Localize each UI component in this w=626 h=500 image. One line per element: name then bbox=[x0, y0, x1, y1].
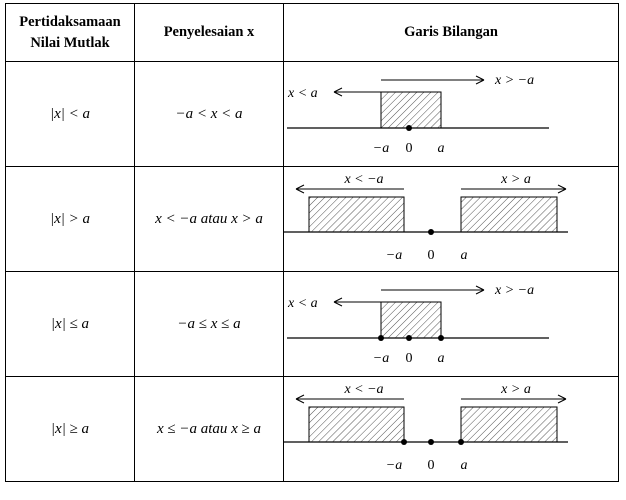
shaded-region bbox=[381, 92, 441, 128]
number-line-graph bbox=[284, 62, 618, 166]
number-line-cell bbox=[284, 62, 619, 167]
header-number-line bbox=[284, 4, 619, 62]
header-solution-label: Penyelesaian x bbox=[163, 24, 255, 40]
right-region-label: x > −a bbox=[495, 73, 535, 88]
inequality-cell: |x| > a bbox=[6, 167, 135, 272]
tick-label: 0 bbox=[405, 141, 413, 156]
number-line-cell bbox=[284, 272, 619, 377]
origin-dot bbox=[428, 229, 434, 235]
table-row bbox=[6, 167, 619, 272]
tick-label: a bbox=[437, 351, 445, 366]
shaded-region-right bbox=[461, 197, 557, 232]
origin-dot bbox=[428, 439, 434, 445]
origin-dot bbox=[406, 335, 412, 341]
header-number-line-label: Garis Bilangan bbox=[404, 24, 498, 40]
table-row bbox=[6, 62, 619, 167]
number-line-graph bbox=[284, 272, 618, 376]
tick-label: a bbox=[460, 458, 468, 473]
tick-label: −a bbox=[385, 248, 403, 263]
shaded-region-left bbox=[309, 197, 404, 232]
absolute-value-inequality-table bbox=[5, 3, 619, 482]
tick-label: −a bbox=[372, 141, 390, 156]
solution-cell: −a ≤ x ≤ a bbox=[135, 272, 284, 377]
shaded-region-left bbox=[309, 407, 404, 442]
solution-cell: x < −a atau x > a bbox=[135, 167, 284, 272]
left-region-label: x < −a bbox=[344, 382, 384, 397]
tick-label: a bbox=[460, 248, 468, 263]
solution-cell: x ≤ −a atau x ≥ a bbox=[135, 377, 284, 482]
header-solution bbox=[135, 4, 284, 62]
header-inequality bbox=[6, 4, 135, 62]
number-line-cell bbox=[284, 167, 619, 272]
inequality-cell: |x| ≤ a bbox=[6, 272, 135, 377]
left-region-label: x < a bbox=[288, 86, 318, 101]
left-region-label: x < −a bbox=[344, 172, 384, 187]
header-row bbox=[6, 4, 619, 62]
tick-label: 0 bbox=[427, 248, 435, 263]
number-line-cell bbox=[284, 377, 619, 482]
solution-cell: −a < x < a bbox=[135, 62, 284, 167]
inequality-cell: |x| ≥ a bbox=[6, 377, 135, 482]
right-region-label: x > a bbox=[501, 172, 531, 187]
header-inequality-line1: Pertidaksamaan bbox=[19, 13, 121, 30]
right-region-label: x > a bbox=[501, 382, 531, 397]
endpoint-neg-dot bbox=[401, 439, 407, 445]
endpoint-neg-dot bbox=[378, 335, 384, 341]
left-region-label: x < a bbox=[288, 296, 318, 311]
origin-dot bbox=[406, 125, 412, 131]
endpoint-pos-dot bbox=[458, 439, 464, 445]
tick-label: −a bbox=[385, 458, 403, 473]
tick-label: a bbox=[437, 141, 445, 156]
shaded-region bbox=[381, 302, 441, 338]
header-inequality-line2: Nilai Mutlak bbox=[30, 34, 110, 51]
tick-label: 0 bbox=[405, 351, 413, 366]
number-line-graph bbox=[284, 167, 618, 271]
inequality-cell: |x| < a bbox=[6, 62, 135, 167]
endpoint-pos-dot bbox=[438, 335, 444, 341]
table-row bbox=[6, 377, 619, 482]
shaded-region-right bbox=[461, 407, 557, 442]
tick-label: 0 bbox=[427, 458, 435, 473]
number-line-graph bbox=[284, 377, 618, 481]
tick-label: −a bbox=[372, 351, 390, 366]
table-row bbox=[6, 272, 619, 377]
right-region-label: x > −a bbox=[495, 283, 535, 298]
